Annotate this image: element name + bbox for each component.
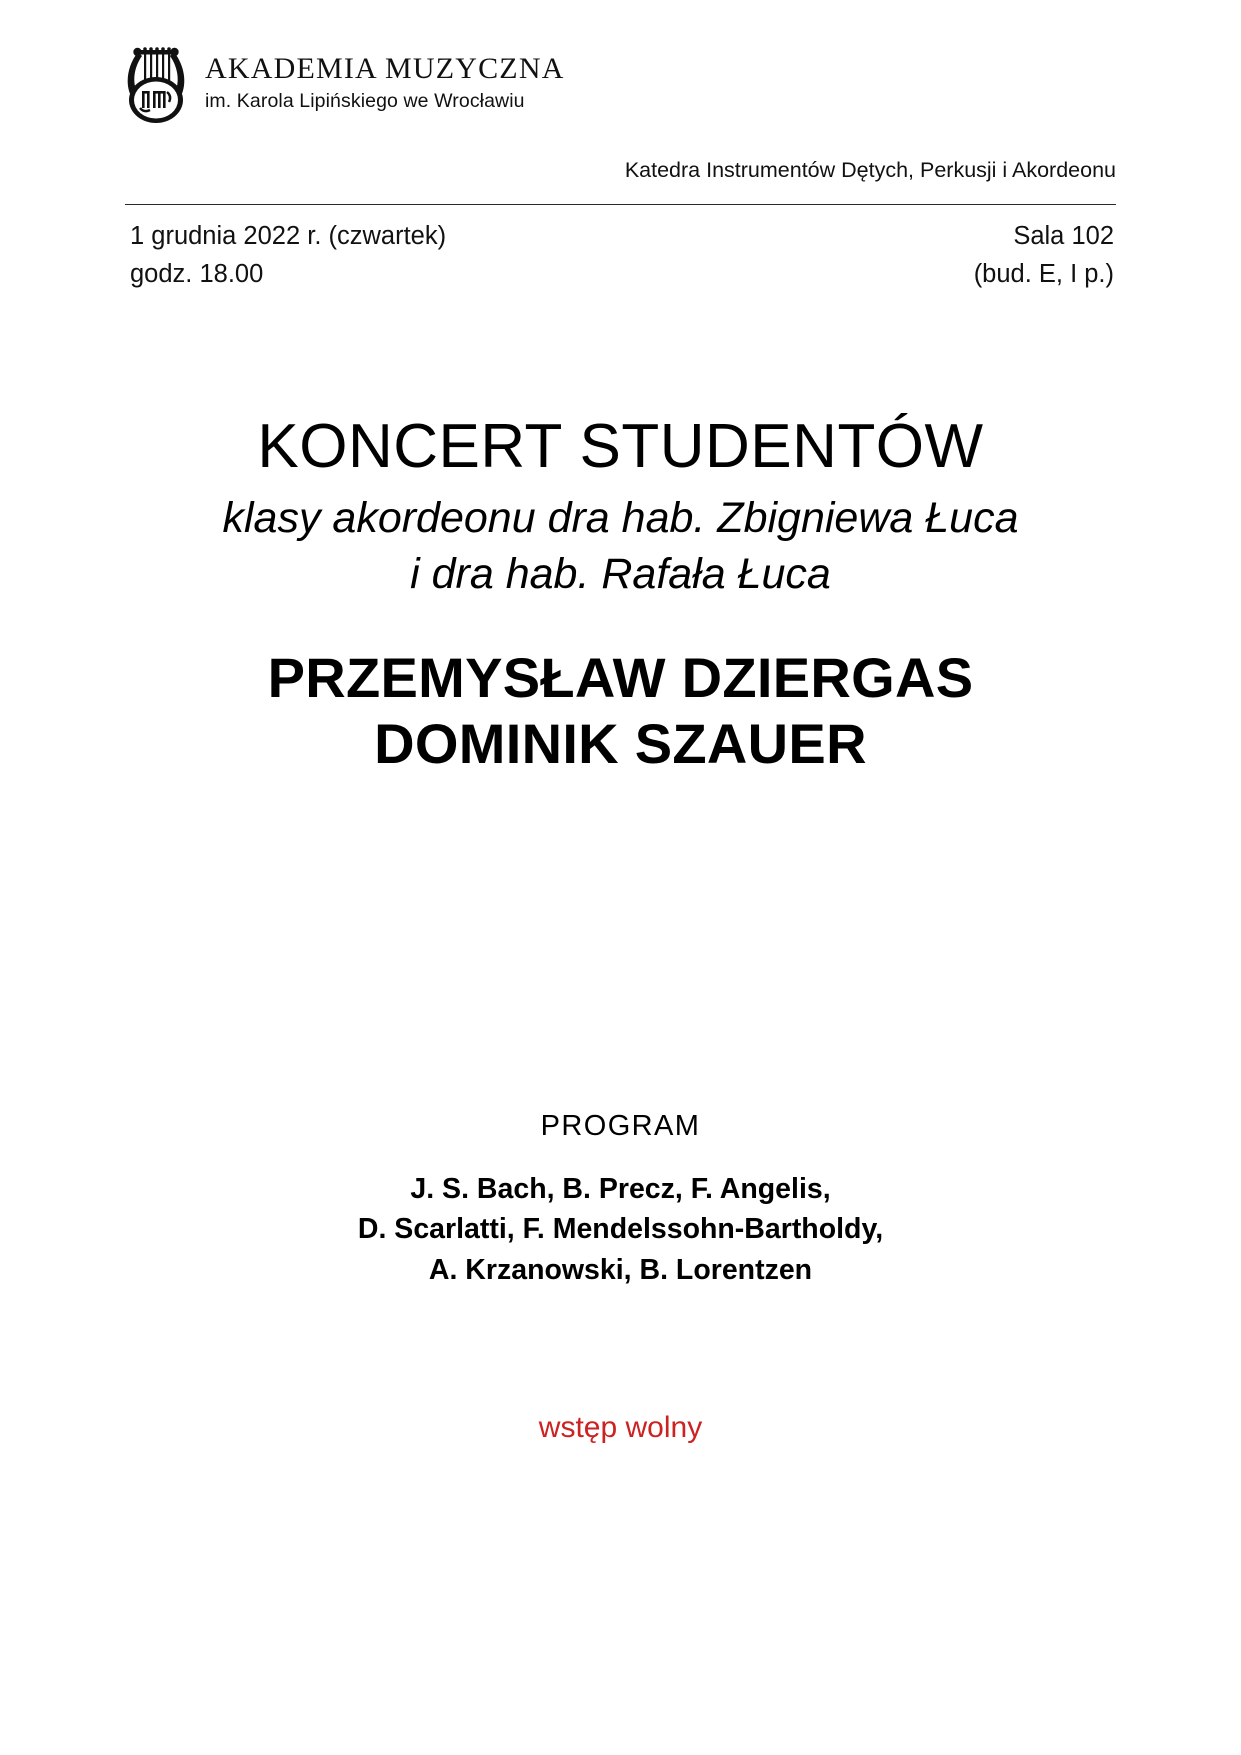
concert-subtitle bbox=[0, 490, 1241, 604]
program-composer-list bbox=[0, 1169, 1241, 1290]
event-meta bbox=[130, 218, 1114, 293]
admission-note bbox=[0, 1410, 1241, 1446]
event-venue bbox=[974, 218, 1114, 293]
department-name: Katedra Instrumentów Dętych, Perkusji i Akordeonu bbox=[624, 158, 1116, 182]
program-composer-line: D. Scarlatti, F. Mendelssohn-Bartholdy, bbox=[357, 1213, 884, 1246]
event-date: 1 grudnia 2022 r. (czwartek) bbox=[130, 222, 447, 250]
event-room: Sala 102 bbox=[1013, 222, 1114, 250]
concert-subtitle-line: klasy akordeonu dra hab. Zbigniewa Łuca bbox=[222, 493, 1019, 542]
letterhead bbox=[125, 36, 565, 124]
performer-list bbox=[0, 645, 1241, 777]
lyre-logo-icon bbox=[125, 36, 187, 124]
program-heading: PROGRAM bbox=[540, 1110, 701, 1142]
program-composer-line: A. Krzanowski, B. Lorentzen bbox=[428, 1253, 813, 1286]
event-datetime bbox=[130, 218, 446, 293]
admission-text: wstęp wolny bbox=[538, 1411, 703, 1444]
concert-subtitle-line: i dra hab. Rafała Łuca bbox=[410, 550, 831, 599]
program-composer-line: J. S. Bach, B. Precz, F. Angelis, bbox=[410, 1173, 831, 1205]
performer-name: DOMINIK SZAUER bbox=[374, 712, 867, 776]
institution-name: AKADEMIA MUZYCZNA bbox=[205, 52, 565, 85]
performer-name: PRZEMYSŁAW DZIERGAS bbox=[267, 646, 974, 710]
institution-subtitle: im. Karola Lipińskiego we Wrocławiu bbox=[205, 89, 525, 112]
main-block bbox=[0, 414, 1241, 777]
program-section bbox=[0, 1110, 1241, 1290]
header-divider bbox=[125, 204, 1116, 205]
event-time: godz. 18.00 bbox=[130, 259, 264, 288]
event-building: (bud. E, I p.) bbox=[973, 259, 1114, 288]
concert-title: KONCERT STUDENTÓW bbox=[257, 412, 984, 481]
letterhead-text bbox=[205, 36, 565, 113]
